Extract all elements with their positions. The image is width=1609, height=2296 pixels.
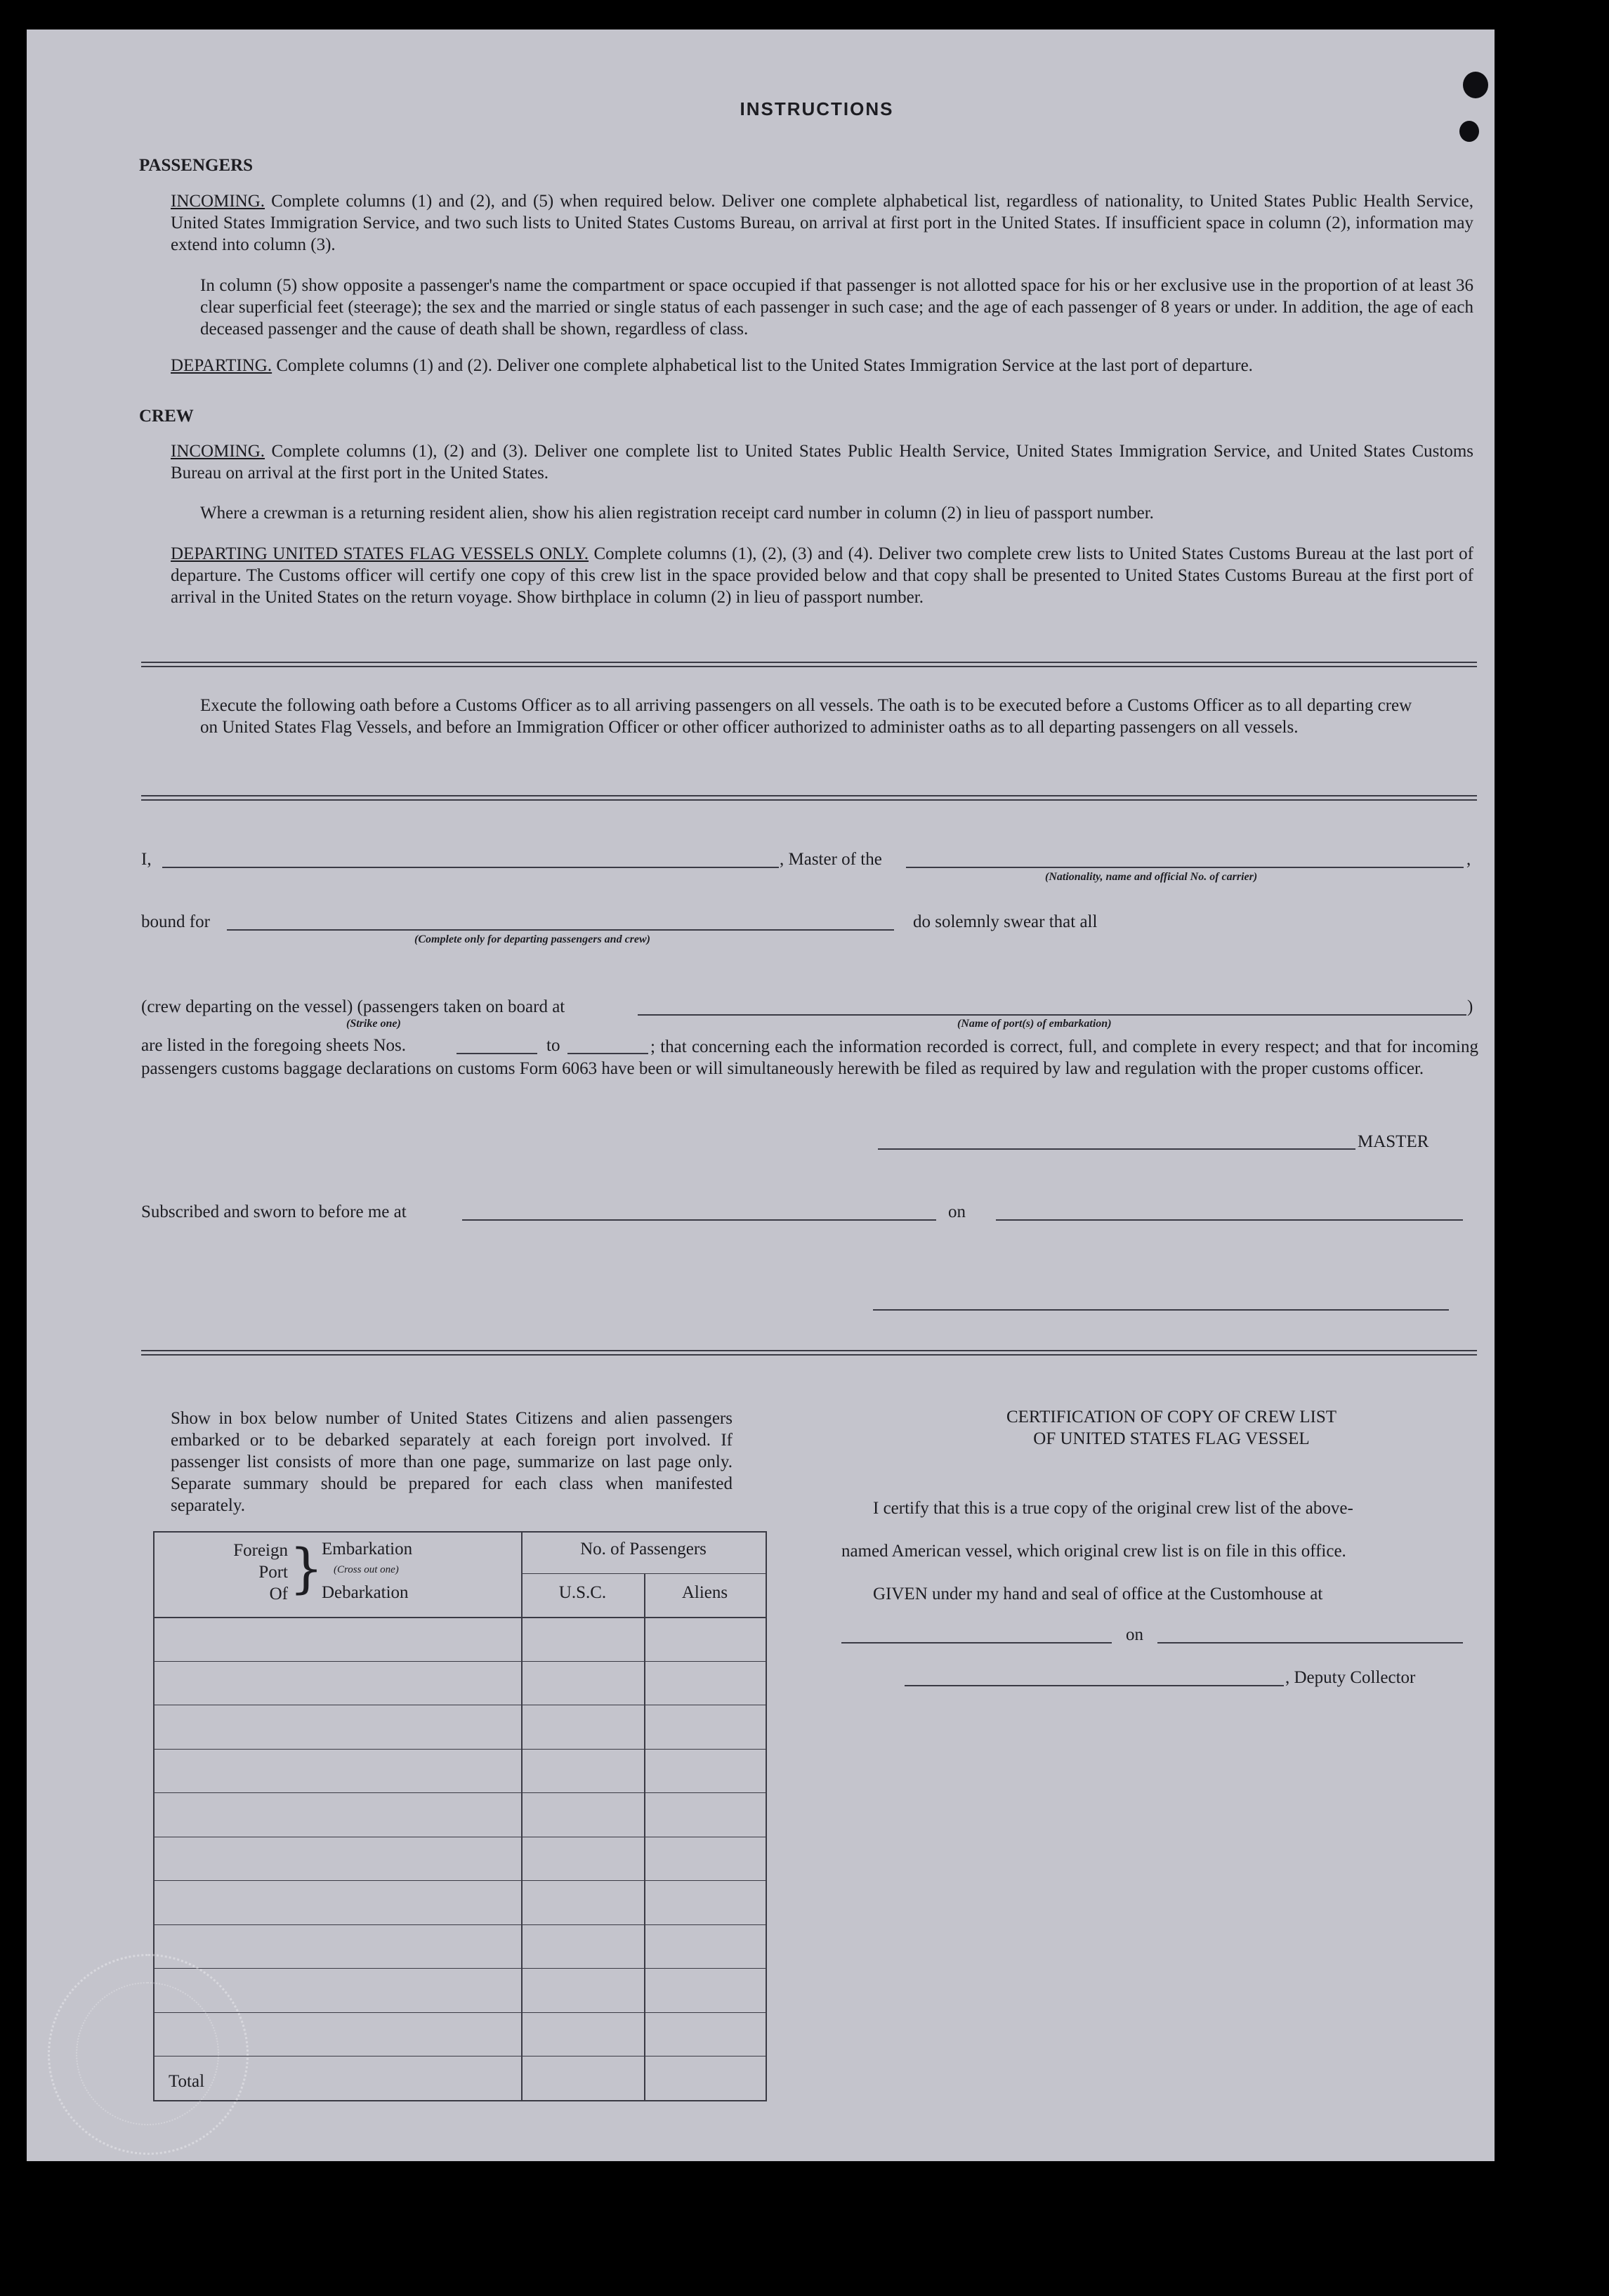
table-header-bottom bbox=[155, 1617, 766, 1618]
sworn-date-field[interactable] bbox=[996, 1219, 1463, 1221]
ink-blot bbox=[1463, 72, 1488, 98]
crew-departing-label: DEPARTING UNITED STATES FLAG VESSELS ONLY. bbox=[171, 544, 589, 563]
close-paren-label: ) bbox=[1467, 997, 1473, 1016]
master-name-field[interactable] bbox=[162, 867, 779, 868]
certify-line-2: named American vessel, which original crew list is on file in this office. bbox=[841, 1542, 1346, 1561]
ports-caption: (Name of port(s) of embarkation) bbox=[957, 1018, 1112, 1030]
bound-for-label: bound for bbox=[141, 912, 210, 931]
table-row[interactable] bbox=[155, 1661, 766, 1662]
deputy-signature-field[interactable] bbox=[905, 1685, 1284, 1686]
total-label: Total bbox=[169, 2072, 205, 2091]
double-rule bbox=[141, 662, 1477, 667]
cross-out-caption: (Cross out one) bbox=[334, 1564, 399, 1575]
table-row[interactable] bbox=[155, 2012, 766, 2013]
seal-stamp-inner bbox=[76, 1982, 219, 2125]
sworn-on-label: on bbox=[948, 1202, 966, 1221]
table-row[interactable] bbox=[155, 1880, 766, 1881]
document-page bbox=[27, 29, 1495, 2161]
passengers-incoming-text: Complete columns (1) and (2), and (5) when required below. Deliver one complete alphabetical list, regardless of nationality, to United States Public Health Service, United States Immigration Service, and two such lists to United States Customs Bureau, on arrival at first port in the United States. If insufficient space in column (2), information may extend into column (3). bbox=[171, 192, 1474, 254]
debarkation-label: Debarkation bbox=[322, 1583, 409, 1602]
summary-instructions: Show in box below number of United States Citizens and alien passengers embarked or to be debarked separately at each foreign port involved. If passenger list consists of more than one page, summarize on last page only. Separate summary should be prepared for each class when manifested separately. bbox=[171, 1409, 733, 1515]
crew-passengers-label: (crew departing on the vessel) (passengers taken on board at bbox=[141, 997, 565, 1016]
subscribed-label: Subscribed and sworn to before me at bbox=[141, 1202, 407, 1221]
passenger-summary-table bbox=[153, 1531, 767, 2101]
ink-blot bbox=[1459, 121, 1479, 142]
bound-for-caption: (Complete only for departing passengers and crew) bbox=[414, 933, 650, 945]
passengers-departing-paragraph bbox=[171, 355, 1473, 376]
crew-departing-text: Complete columns (1), (2), (3) and (4). Deliver two complete crew lists to United States Customs Bureau at the last port of departure. The Customs officer will certify one copy of this crew list in the space provided below and that copy shall be presented to United States Customs Bureau at the first port of arrival in the United States on the return voyage. Show birthplace in column (2) in lieu of passport number. bbox=[171, 544, 1474, 607]
page-title: INSTRUCTIONS bbox=[740, 98, 894, 119]
table-row[interactable] bbox=[155, 1924, 766, 1925]
passengers-departing-label: DEPARTING. bbox=[171, 356, 272, 375]
crew-incoming-paragraph bbox=[171, 440, 1473, 484]
foreign-port-of-label: Foreign Port Of bbox=[233, 1541, 288, 1603]
embarkation-label: Embarkation bbox=[322, 1540, 413, 1559]
table-row[interactable] bbox=[155, 1792, 766, 1793]
passengers-departing-text: Complete columns (1) and (2). Deliver one complete alphabetical list to the United States Immigration Service at the last port of departure. bbox=[276, 356, 1253, 375]
crew-heading: CREW bbox=[139, 407, 194, 426]
passengers-column5-paragraph: In column (5) show opposite a passenger's name the compartment or space occupied if that passenger is not allotted space for his or her exclusive use in the proportion of at least 36 clear superficial feet (steerage); the sex and the married or single status of each passenger in such case; and the age of each passenger of 8 years or under. In addition, the age of each deceased passenger and the cause of death shall be shown, regardless of class. bbox=[200, 276, 1473, 339]
sworn-place-field[interactable] bbox=[462, 1219, 936, 1221]
master-label: MASTER bbox=[1358, 1132, 1429, 1151]
certify-line-1: I certify that this is a true copy of the original crew list of the above- bbox=[873, 1499, 1353, 1518]
carrier-caption: (Nationality, name and official No. of carrier) bbox=[1045, 871, 1258, 883]
passengers-heading: PASSENGERS bbox=[139, 156, 254, 175]
crew-incoming-text: Complete columns (1), (2) and (3). Deliver one complete list to United States Public Health Service, United States Immigration Service, and United States Customs Bureau on arrival at the first port in the United States. bbox=[171, 442, 1474, 483]
deputy-collector-label: , Deputy Collector bbox=[1285, 1668, 1416, 1687]
master-signature-field[interactable] bbox=[878, 1148, 1355, 1150]
listed-in-label: are listed in the foregoing sheets Nos. bbox=[141, 1036, 406, 1055]
passengers-incoming-label: INCOMING. bbox=[171, 192, 265, 211]
table-row[interactable] bbox=[155, 1968, 766, 1969]
certification-date-field[interactable] bbox=[1157, 1642, 1463, 1644]
certification-heading-1: CERTIFICATION OF COPY OF CREW LIST bbox=[1006, 1408, 1337, 1426]
crew-resident-paragraph: Where a crewman is a returning resident alien, show his alien registration receipt card number in column (2) in lieu of passport number. bbox=[200, 504, 1154, 523]
table-header-divider bbox=[521, 1573, 766, 1574]
crew-incoming-label: INCOMING. bbox=[171, 442, 265, 461]
no-passengers-header: No. of Passengers bbox=[580, 1540, 707, 1559]
master-of-the-label: , Master of the bbox=[780, 850, 882, 869]
port-of-embarkation-field[interactable] bbox=[638, 1014, 1466, 1016]
to-label: to bbox=[546, 1036, 560, 1055]
carrier-field[interactable] bbox=[906, 867, 1464, 868]
passengers-incoming-paragraph bbox=[171, 190, 1473, 256]
double-rule bbox=[141, 1350, 1477, 1356]
bound-for-field[interactable] bbox=[227, 929, 894, 931]
oath-intro-paragraph: Execute the following oath before a Customs Officer as to all arriving passengers on all vessels. The oath is to be executed before a Customs Officer as to all departing crew on United States Flag Vessels, and before an Immigration Officer or other officer authorized to administer oaths as to all departing passengers on all vessels. bbox=[200, 696, 1412, 737]
usc-header: U.S.C. bbox=[558, 1583, 607, 1602]
certification-heading-2: OF UNITED STATES FLAG VESSEL bbox=[1033, 1429, 1310, 1448]
swear-label: do solemnly swear that all bbox=[913, 912, 1098, 931]
table-row[interactable] bbox=[155, 1749, 766, 1750]
customhouse-field[interactable] bbox=[841, 1642, 1112, 1644]
given-line: GIVEN under my hand and seal of office at the Customhouse at bbox=[873, 1585, 1323, 1603]
crew-departing-paragraph bbox=[171, 543, 1473, 608]
strike-one-caption: (Strike one) bbox=[346, 1018, 401, 1030]
oath-i-label: I, bbox=[141, 850, 152, 869]
brace-icon: } bbox=[289, 1537, 324, 1599]
certification-on-label: on bbox=[1126, 1625, 1143, 1644]
concerning-paragraph: ; that concerning each the information recorded is correct, full, and complete in every respect; and that for incoming passengers customs baggage declarations on customs Form 6063 have been or will simultaneously herewith be filed as required by law and regulation with the proper customs officer. bbox=[141, 1037, 1478, 1078]
officer-signature-field[interactable] bbox=[873, 1309, 1449, 1311]
comma-label: , bbox=[1466, 850, 1471, 869]
aliens-header: Aliens bbox=[681, 1583, 728, 1602]
double-rule bbox=[141, 795, 1477, 801]
